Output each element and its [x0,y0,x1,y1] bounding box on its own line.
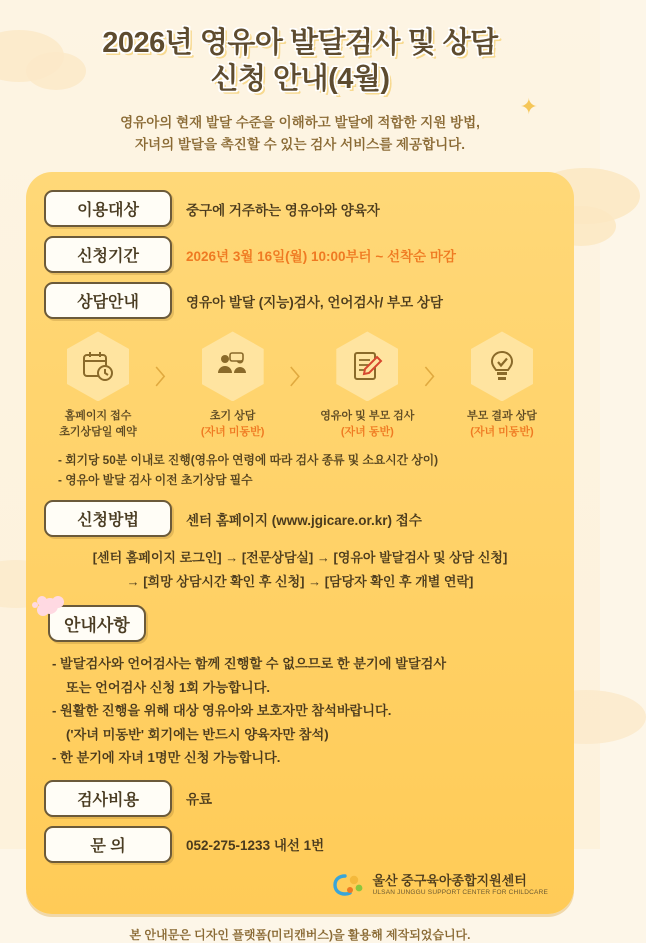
title-line-1: 2026년 영유아 발달검사 및 상담 [102,27,498,59]
sparkle-icon: ✦ [519,94,538,119]
guide-item: - 한 분기에 자녀 1명만 신청 가능합니다. [52,750,281,765]
apply-flow [44,546,556,593]
title-line-2: 신청 안내(4월) [210,62,390,95]
center-logo-icon [331,872,365,898]
step-label-sub: (자녀 미동반) [470,426,534,439]
subtitle [0,112,600,157]
lightbulb-check-icon [471,331,533,401]
step-item [450,331,554,441]
guide-item: - 발달검사와 언어검사는 함께 진행할 수 없으므로 한 분기에 발달검사 [52,656,447,671]
step-item [315,331,419,441]
step-label-sub: (자녀 동반) [340,426,394,439]
row-label-target: 이용대상 [44,190,172,227]
page-title [0,0,600,98]
row-value-period: 2026년 3월 16일(월) 10:00부터 ~ 선착순 마감 [186,248,456,264]
row-label-counseling: 상담안내 [44,282,172,319]
guide-item: - 원활한 진행을 위해 대상 영유아와 보호자만 참석바랍니다. [52,703,392,718]
row-value-counseling: 영유아 발달 (지능)검사, 언어검사/ 부모 상담 [186,294,443,310]
bottom-note: 본 안내문은 디자인 플랫폼(미리캔버스)을 활용해 제작되었습니다. [129,927,471,942]
apply-flow-line-2: → [희망 상담시간 확인 후 신청] → [담당자 확인 후 개별 연락] [126,573,474,589]
counseling-people-icon [202,331,264,401]
step-label [450,409,554,441]
step-label-line1: 초기 상담 [209,410,256,423]
step-item [46,331,150,441]
cloud-decoration [26,52,86,90]
row-label-fee: 검사비용 [44,780,172,817]
guide-item: ('자녀 미동반' 회기에는 반드시 양육자만 참석) [66,726,329,742]
info-row [44,826,556,863]
note-item: - 영유아 발달 검사 이전 초기상담 필수 [58,472,253,487]
guide-heading-label: 안내사항 [64,616,130,635]
step-label [46,409,150,441]
subtitle-line-2: 자녀의 발달을 촉진할 수 있는 검사 서비스를 제공합니다. [135,137,465,153]
step-label-sub: (자녀 미동반) [200,426,265,439]
step-label-line1: 홈페이지 접수 [64,410,132,423]
step-label [181,409,285,441]
chevron-right-icon: 〉 [289,366,310,389]
process-steps [46,331,554,441]
row-value-contact: 052-275-1233 내선 1번 [186,838,325,853]
step-label [315,409,419,441]
notes-list [58,451,550,490]
apply-flow-line-1: [센터 홈페이지 로그인] → [전문상담실] → [영유아 발달검사 및 상담 신청] [92,550,508,566]
subtitle-line-1: 영유아의 현재 발달 수준을 이해하고 발달에 적합한 지원 방법, [120,114,480,130]
organization-logo [44,872,548,898]
info-row [44,236,556,273]
org-name: 울산 중구육아종합지원센터 [372,873,527,889]
calendar-clock-icon [67,331,129,401]
chevron-right-icon: 〉 [424,366,445,389]
row-value-target: 중구에 거주하는 영유아와 양육자 [186,202,380,218]
step-item [181,331,285,441]
guide-heading [48,605,146,642]
step-label-line1: 영유아 및 부모 검사 [320,410,415,423]
row-value-apply: 센터 홈페이지 (www.jgicare.or.kr) 접수 [186,512,422,528]
info-row [44,500,556,537]
guide-item: 또는 언어검사 신청 1회 가능합니다. [66,679,271,695]
row-label-period: 신청기간 [44,236,172,273]
info-row [44,780,556,817]
step-label-line2: 초기상담일 예약 [59,426,137,439]
org-name-en: ULSAN JUNGGU SUPPORT CENTER FOR CHILDCARE [372,888,548,896]
chevron-right-icon: 〉 [155,366,176,389]
step-label-line1: 부모 결과 상담 [467,410,537,423]
row-label-contact: 문 의 [44,826,172,863]
row-value-fee: 유료 [186,792,213,807]
info-row [44,282,556,319]
document-pencil-icon [336,331,398,401]
guide-list [52,652,550,770]
blossom-icon [37,604,49,616]
row-label-apply: 신청방법 [44,500,172,537]
note-item: - 회기당 50분 이내로 진행(영유아 연령에 따라 검사 종류 및 소요시간 상이) [58,453,439,468]
info-row [44,190,556,227]
info-card [26,172,574,913]
